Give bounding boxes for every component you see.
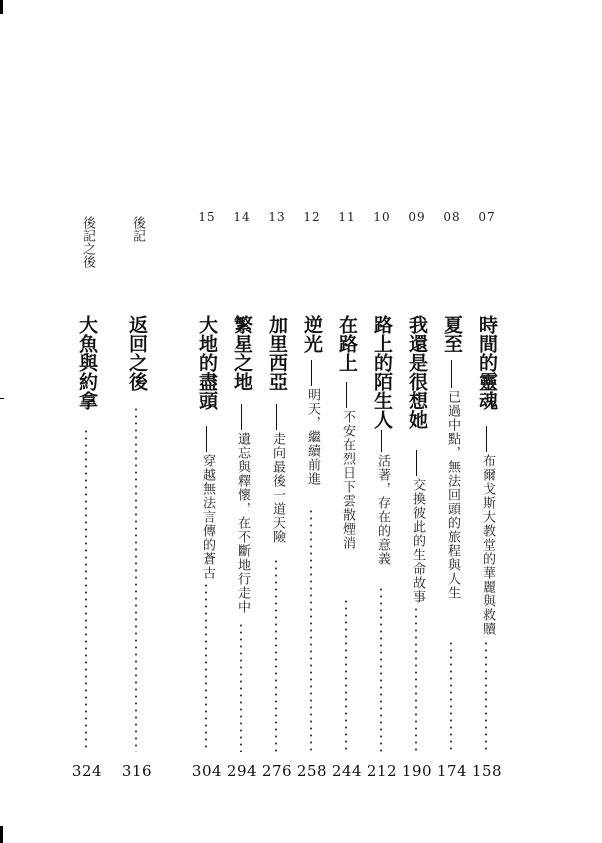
em-dash: [311, 360, 312, 386]
em-dash: [241, 404, 242, 430]
chapter-subtitle: 已過中點，無法回頭的旅程與人生: [445, 390, 460, 600]
chapter-title: 夏至: [441, 315, 463, 353]
dot-leader: [203, 582, 209, 752]
section-label: 後記: [130, 216, 145, 242]
dot-leader: [273, 558, 279, 752]
chapter-number: 09: [408, 210, 426, 224]
chapter-subtitle: 明天，繼續前進: [305, 388, 320, 486]
crop-mark-top-left: [0, 0, 3, 14]
dot-leader: [83, 428, 89, 752]
chapter-number: 08: [443, 210, 461, 224]
toc-entry-post-afterword[interactable]: [72, 210, 102, 780]
chapter-subtitle: 交換彼此的生命故事: [410, 478, 425, 604]
chapter-title: 繁星之地: [231, 315, 253, 391]
em-dash: [451, 360, 452, 388]
chapter-title: 在路上: [336, 315, 358, 372]
toc-entry-13[interactable]: [262, 210, 292, 780]
dot-leader: [448, 640, 454, 752]
chapter-subtitle: 活著，存在的意義: [375, 454, 390, 566]
crop-mark-bottom-left: [0, 826, 3, 843]
crop-mark-mid-left: [0, 398, 4, 399]
toc-entry-09[interactable]: [402, 210, 432, 780]
dot-leader: [343, 598, 349, 752]
chapter-title: 大地的盡頭: [196, 315, 218, 410]
chapter-number: 07: [478, 210, 496, 224]
dot-leader: [483, 640, 489, 752]
chapter-title: 路上的陌生人: [371, 315, 393, 429]
em-dash: [416, 450, 417, 476]
chapter-title: 我還是很想她: [406, 315, 428, 429]
chapter-subtitle: 布爾戈斯大教堂的華麗與救贖: [480, 454, 495, 636]
dot-leader: [238, 622, 244, 752]
section-title: 返回之後: [126, 315, 148, 391]
em-dash: [381, 430, 382, 452]
chapter-subtitle: 遺忘與釋懷，在不斷地行走中: [235, 432, 250, 614]
page-number: 258: [296, 762, 328, 780]
em-dash: [206, 426, 207, 452]
em-dash: [486, 426, 487, 452]
dot-leader: [133, 406, 139, 752]
section-title: 大魚與約拿: [76, 315, 98, 410]
page-number: 316: [121, 762, 153, 780]
page-number: 324: [71, 762, 103, 780]
page-number: 190: [401, 762, 433, 780]
page-number: 304: [191, 762, 223, 780]
page-number: 294: [226, 762, 258, 780]
dot-leader: [308, 508, 314, 752]
chapter-number: 12: [303, 210, 321, 224]
chapter-number: 13: [268, 210, 286, 224]
chapter-subtitle: 穿越無法言傳的蒼古: [200, 454, 215, 580]
toc-entry-11[interactable]: [332, 210, 362, 780]
chapter-subtitle: 走向最後一道天險: [270, 432, 285, 544]
em-dash: [346, 382, 347, 408]
toc-entry-14[interactable]: [227, 210, 257, 780]
section-label: 後記之後: [80, 216, 95, 268]
dot-leader: [378, 586, 384, 752]
toc-entry-15[interactable]: [192, 210, 222, 780]
chapter-title: 逆光: [301, 315, 323, 353]
chapter-subtitle: 不安在烈日下雲散煙消: [340, 410, 355, 550]
page-number: 244: [331, 762, 363, 780]
toc-entry-12[interactable]: [297, 210, 327, 780]
page-number: 174: [436, 762, 468, 780]
page-number: 276: [261, 762, 293, 780]
chapter-number: 15: [198, 210, 216, 224]
page-number: 212: [366, 762, 398, 780]
chapter-number: 10: [373, 210, 391, 224]
chapter-number: 11: [338, 210, 356, 224]
chapter-title: 時間的靈魂: [476, 315, 498, 410]
toc-entry-08[interactable]: [437, 210, 467, 780]
chapter-title: 加里西亞: [266, 315, 288, 391]
chapter-number: 14: [233, 210, 251, 224]
em-dash: [276, 404, 277, 430]
toc-entry-07[interactable]: [472, 210, 502, 780]
toc-entry-afterword[interactable]: [122, 210, 152, 780]
dot-leader: [413, 606, 419, 752]
toc-entry-10[interactable]: [367, 210, 397, 780]
page-number: 158: [471, 762, 503, 780]
